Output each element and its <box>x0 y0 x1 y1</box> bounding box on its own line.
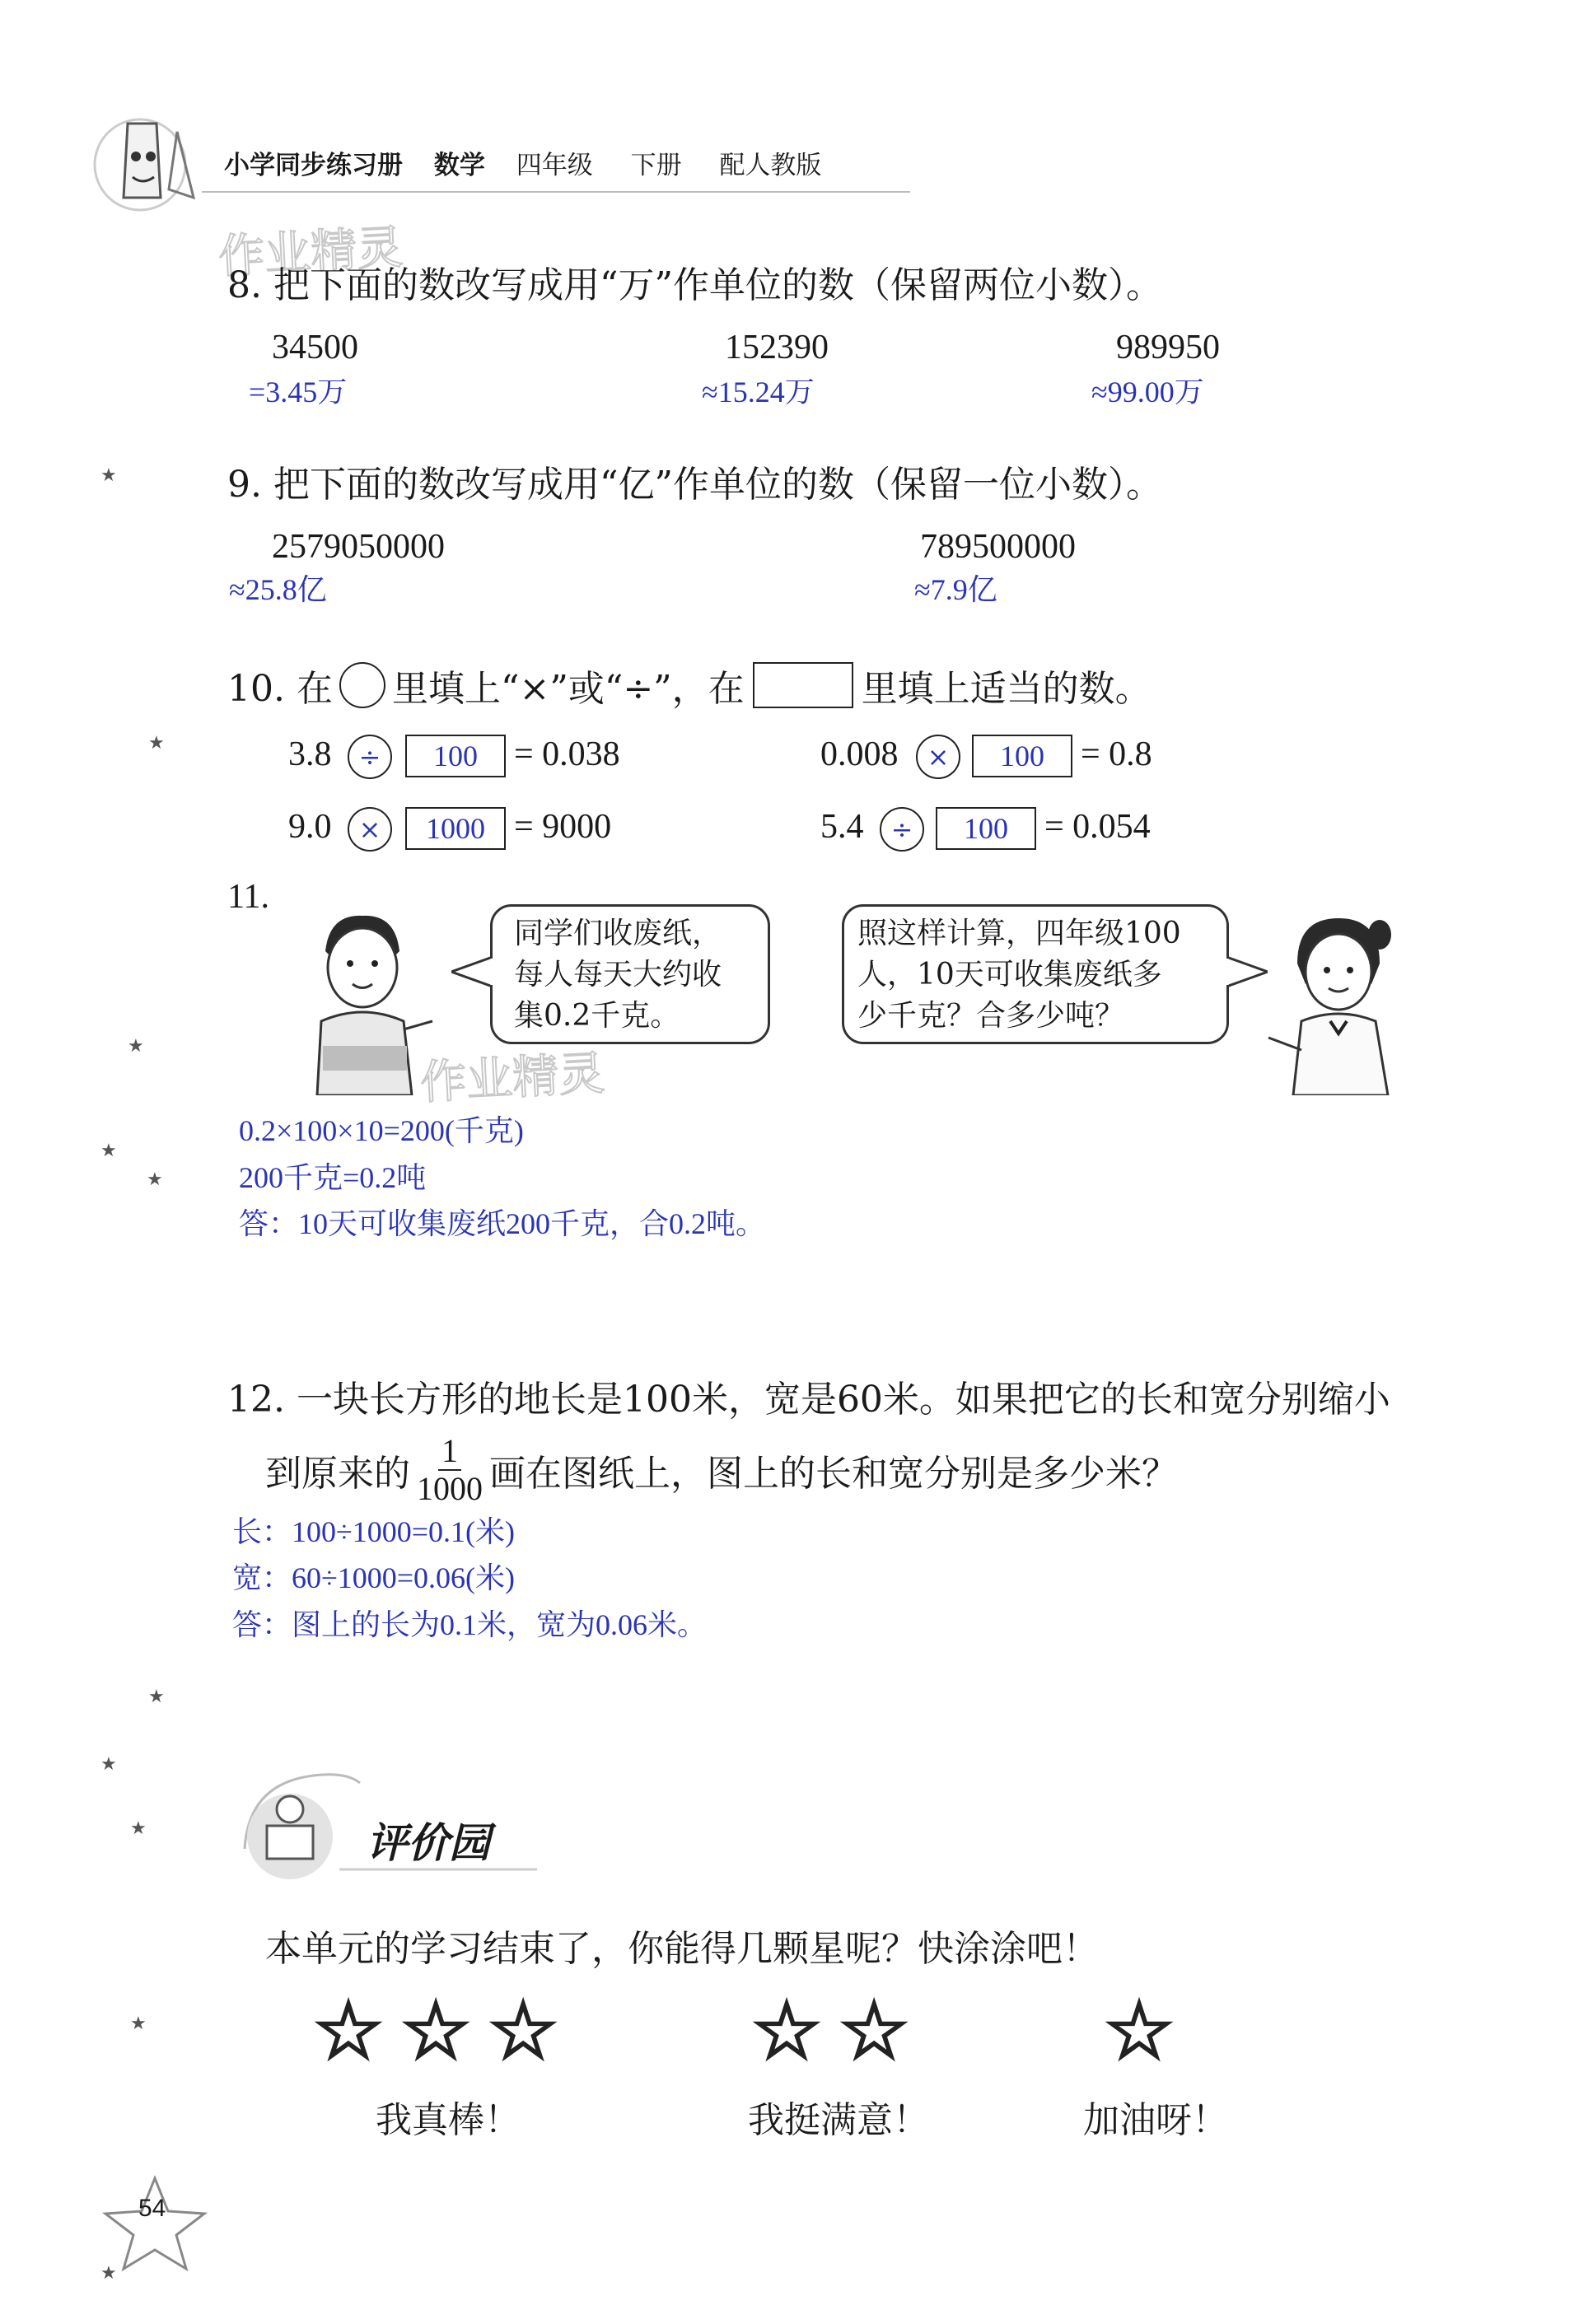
watermark-logo-2: 作业精灵 <box>418 1047 606 1110</box>
q10-row2-left: 0.008 <box>820 735 899 773</box>
q10-row3-right: = 9000 <box>514 808 612 846</box>
q10-row1-left: 3.8 <box>288 735 332 773</box>
boy-speech-line: 集0.2千克。 <box>514 999 680 1033</box>
decor-star-icon: ★ <box>148 1687 165 1707</box>
star-group-1-label: 加油呀！ <box>1083 2099 1228 2141</box>
q10-row2-op: × <box>916 735 960 779</box>
q9-number-2: 789500000 <box>920 528 1076 566</box>
header-divider <box>202 191 910 193</box>
decor-star-icon: ★ <box>128 1036 144 1057</box>
q12-answer-line-3: 答：图上的长为0.1米，宽为0.06米。 <box>232 1608 708 1641</box>
decor-star-icon: ★ <box>100 2263 117 2284</box>
fraction-denominator: 1000 <box>417 1470 483 1507</box>
q12-line-1: 12. 一块长方形的地长是100米，宽是60米。如果把它的长和宽分别缩小 <box>227 1379 1390 1421</box>
subject: 数学 <box>433 151 485 180</box>
fraction <box>417 1433 483 1507</box>
boy-illustration <box>280 906 445 1095</box>
star-group-2[interactable]: ☆☆ <box>751 1985 927 2077</box>
q10-row4-op: ÷ <box>880 807 924 852</box>
q10-prompt-b: 里填上“×”或“÷”，在 <box>391 668 745 710</box>
q8-number-2: 152390 <box>725 329 829 366</box>
q10-row1-op: ÷ <box>348 735 392 779</box>
q10-row1-box: 100 <box>405 735 506 777</box>
star-group-1[interactable]: ☆ <box>1104 1985 1192 2077</box>
q10-row3-box: 1000 <box>405 807 506 850</box>
decor-star-icon: ★ <box>100 1754 117 1775</box>
decor-star-icon: ★ <box>100 465 117 486</box>
girl-speech-line: 少千克？合多少吨？ <box>857 999 1125 1033</box>
q8-number-1: 34500 <box>272 329 358 366</box>
q12-answer-line-1: 长：100÷1000=0.1(米) <box>232 1515 516 1548</box>
q10-row4-left: 5.4 <box>820 808 864 846</box>
q9-answer-2: ≈7.9亿 <box>914 573 997 606</box>
q8-prompt: 8. 把下面的数改写成用“万”作单位的数（保留两位小数）。 <box>227 264 1162 306</box>
page-number-star-icon <box>97 2174 213 2276</box>
q9-number-1: 2579050000 <box>272 528 445 566</box>
boy-speech-line: 同学们收废纸， <box>514 917 722 950</box>
q10-row3-op: × <box>348 807 392 852</box>
q10-prompt <box>227 659 1152 712</box>
grade: 四年级 <box>516 151 593 180</box>
evaluation-prompt: 本单元的学习结束了，你能得几颗星呢？快涂涂吧！ <box>265 1928 1099 1970</box>
q12-line-2 <box>265 1433 1178 1507</box>
boy-speech-bubble <box>490 904 770 1044</box>
decor-star-icon: ★ <box>148 733 165 754</box>
q8-answer-3: ≈99.00万 <box>1091 376 1204 408</box>
star-group-3[interactable]: ☆☆☆ <box>313 1985 576 2077</box>
boy-speech-line: 每人每天大约收 <box>514 958 722 992</box>
q11-answer-line-1: 0.2×100×10=200(千克) <box>239 1114 524 1147</box>
q12-answer-line-2: 宽：60÷1000=0.06(米) <box>232 1561 516 1594</box>
q8-answer-2: ≈15.24万 <box>702 376 815 408</box>
q8-number-3: 989950 <box>1116 329 1220 366</box>
star-group-2-label: 我挺满意！ <box>748 2099 929 2141</box>
decor-star-icon: ★ <box>130 1818 147 1839</box>
girl-speech-line: 人，10天可收集废纸多 <box>857 958 1162 992</box>
header-line <box>224 144 821 181</box>
q10-row3-left: 9.0 <box>288 808 332 846</box>
decor-star-icon: ★ <box>147 1169 163 1190</box>
q8-answer-1: =3.45万 <box>249 376 348 408</box>
empty-circle-icon <box>339 662 385 708</box>
girl-speech-line: 照这样计算，四年级100 <box>857 917 1181 950</box>
q10-row1-right: = 0.038 <box>514 735 620 773</box>
volume: 下册 <box>630 151 682 180</box>
girl-speech-bubble <box>842 904 1229 1044</box>
q10-prompt-a: 10. 在 <box>227 668 333 710</box>
q10-row4-right: = 0.054 <box>1044 808 1151 846</box>
decor-star-icon: ★ <box>130 2014 147 2034</box>
watermark-logo: 作业精灵 <box>217 221 404 284</box>
mascot-pencil-icon <box>78 99 202 214</box>
q9-prompt: 9. 把下面的数改写成用“亿”作单位的数（保留一位小数）。 <box>227 464 1162 506</box>
evaluation-title: 评价园 <box>367 1819 490 1867</box>
q11-answer-line-2: 200千克=0.2吨 <box>239 1161 427 1194</box>
q11-label: 11. <box>227 878 269 916</box>
page-number: 54 <box>138 2195 166 2222</box>
q10-row2-box: 100 <box>972 735 1072 777</box>
boy-bubble-tail <box>451 955 493 992</box>
fraction-numerator: 1 <box>438 1433 461 1471</box>
edition: 配人教版 <box>719 151 822 180</box>
q9-answer-1: ≈25.8亿 <box>229 573 327 606</box>
q10-row2-right: = 0.8 <box>1081 735 1152 773</box>
star-group-3-label: 我真棒！ <box>376 2099 521 2141</box>
q11-answer-line-3: 答：10天可收集废纸200千克，合0.2吨。 <box>239 1207 766 1240</box>
q10-row4-box: 100 <box>936 807 1036 850</box>
decor-star-icon: ★ <box>100 1141 117 1161</box>
q10-prompt-c: 里填上适当的数。 <box>861 668 1152 710</box>
empty-box-icon <box>753 662 853 708</box>
girl-illustration <box>1256 906 1421 1095</box>
book-title: 小学同步练习册 <box>224 151 403 180</box>
q12-line-2b: 画在图纸上，图上的长和宽分别是多少米？ <box>489 1453 1178 1495</box>
q12-line-2a: 到原来的 <box>265 1453 410 1495</box>
